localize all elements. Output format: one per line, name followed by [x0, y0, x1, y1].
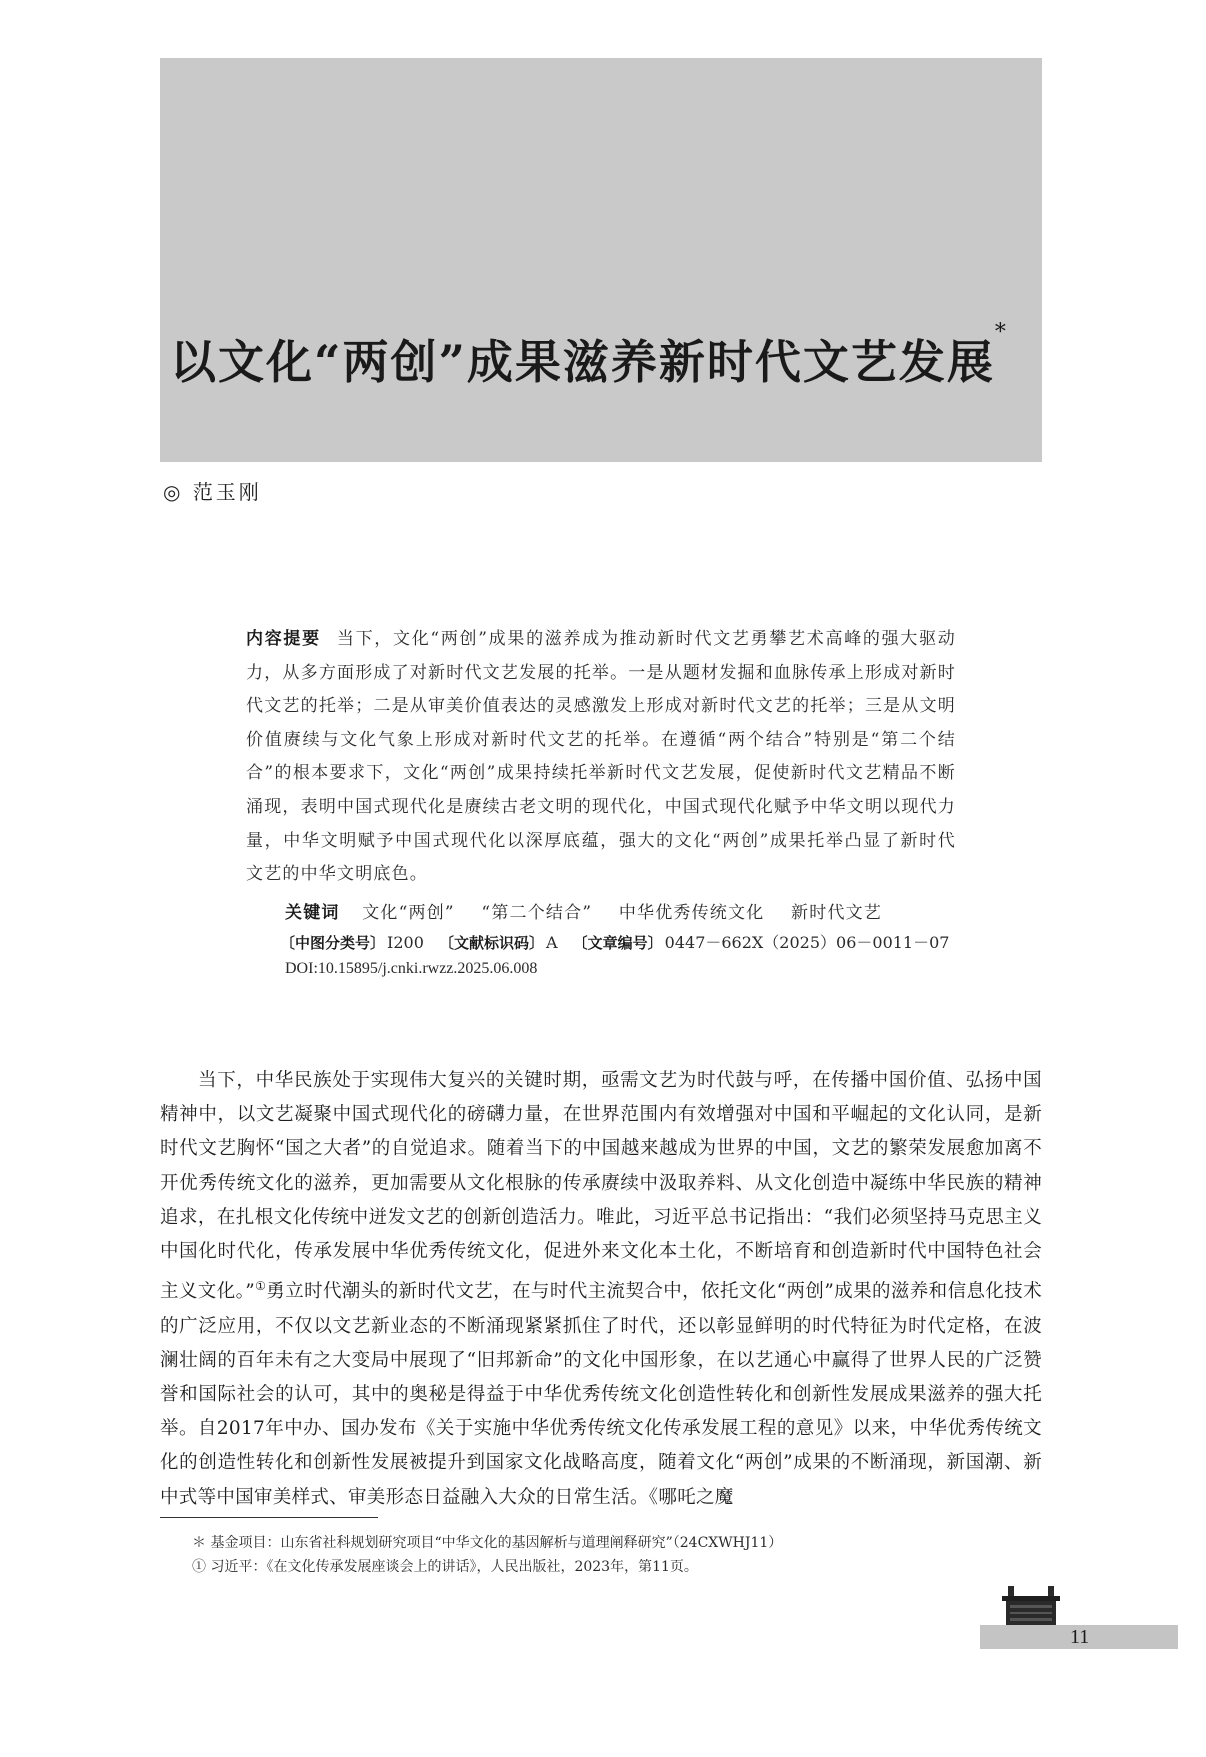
keywords-label: 关键词: [285, 903, 340, 923]
classification-line: [280, 930, 959, 953]
footnote-1: ① 习近平：《在文化传承发展座谈会上的讲话》，人民出版社，2023年，第11页。: [192, 1559, 698, 1575]
clc-label: 〔中图分类号〕: [280, 934, 386, 952]
author-name: 范玉刚: [192, 480, 262, 504]
body-text-part-2: 勇立时代潮头的新时代文艺，在与时代主流契合中，依托文化“两创”成果的滋养和信息化技术的广泛应用，不仅以文艺新业态的不断涌现紧紧抓住了时代，还以彰显鲜明的时代特征为时代定格，在波澜壮阔的百年未有之大变局中展现了“旧邦新命”的文化中国形象，在以艺通心中赢得了世界人民的广泛赞誉和国际社会的认可，其中的奥秘是得益于中华优秀传统文化创造性转化和创新性发展成果滋养的强大托举。自2017年中办、国办发布《关于实施中华优秀传统文化传承发展工程的意见》以来，中华优秀传统文化的创造性转化和创新性发展被提升到国家文化战略高度，随着文化“两创”成果的不断涌现，新国潮、新中式等中国审美样式、审美形态日益融入大众的日常生活。《哪吒之魔: [160, 1281, 1042, 1508]
abstract-text: 当下，文化“两创”成果的滋养成为推动新时代文艺勇攀艺术高峰的强大驱动力，从多方面形成了对新时代文艺发展的托举。一是从题材发掘和血脉传承上形成对新时代文艺的托举；二是从审美价值表达的灵感激发上形成对新时代文艺的托举；三是从文明价值赓续与文化气象上形成对新时代文艺的托举。在遵循“两个结合”特别是“第二个结合”的根本要求下，文化“两创”成果持续托举新时代文艺发展，促使新时代文艺精品不断涌现，表明中国式现代化是赓续古老文明的现代化，中国式现代化赋予中华文明以现代力量，中华文明赋予中国式现代化以深厚底蕴，强大的文化“两创”成果托举凸显了新时代文艺的中华文明底色。: [246, 629, 956, 885]
clc-value: I200: [387, 933, 424, 952]
footnote-ref: ①: [255, 1279, 267, 1294]
body-text-part-1: 当下，中华民族处于实现伟大复兴的关键时期，亟需文艺为时代鼓与呼，在传播中国价值、弘扬中国精神中，以文艺凝聚中国式现代化的磅礴力量，在世界范围内有效增强对中国和平崛起的文化认同，是新时代文艺胸怀“国之大者”的自觉追求。随着当下的中国越来越成为世界的中国，文艺的繁荣发展愈加离不开优秀传统文化的滋养，更加需要从文化根脉的传承赓续中汲取养料、从文化创造中凝练中华民族的精神追求，在扎根文化传统中迸发文艺的创新创造活力。唯此，习近平总书记指出：“我们必须坚持马克思主义中国化时代化，传承发展中华优秀传统文化，促进外来文化本土化，不断培育和创造新时代中国特色社会主义文化。”: [160, 1070, 1042, 1303]
page-number: 11: [1070, 1626, 1090, 1648]
title-footnote-mark: *: [994, 320, 1008, 345]
keyword-item: “第二个结合”: [481, 903, 593, 923]
title-band: [160, 58, 1042, 462]
keyword-item: 中华优秀传统文化: [618, 903, 765, 923]
footnotes: [192, 1531, 782, 1579]
author-line: [163, 476, 262, 505]
author-mark-icon: ◎: [163, 480, 184, 504]
doi: DOI:10.15895/j.cnki.rwzz.2025.06.008: [285, 960, 538, 977]
keyword-item: 新时代文艺: [791, 903, 883, 923]
article-title: 以文化“两创”成果滋养新时代文艺发展*: [170, 320, 1008, 389]
keywords: [285, 898, 902, 923]
body-paragraph: [160, 1064, 1042, 1515]
article-number-value: 0447－662X（2025）06－0011－07: [664, 933, 950, 952]
doc-code-label: 〔文献标识码〕: [438, 934, 544, 952]
abstract: [246, 623, 956, 892]
footnote-funding: ＊ 基金项目：山东省社科规划研究项目“中华文化的基因解析与道理阐释研究”（24CXWHJ11）: [192, 1535, 783, 1551]
abstract-label: 内容提要: [246, 629, 321, 649]
footnote-divider: [160, 1517, 378, 1518]
article-number-label: 〔文章编号〕: [572, 934, 663, 952]
keyword-item: 文化“两创”: [362, 903, 455, 923]
doc-code-value: A: [545, 933, 558, 952]
